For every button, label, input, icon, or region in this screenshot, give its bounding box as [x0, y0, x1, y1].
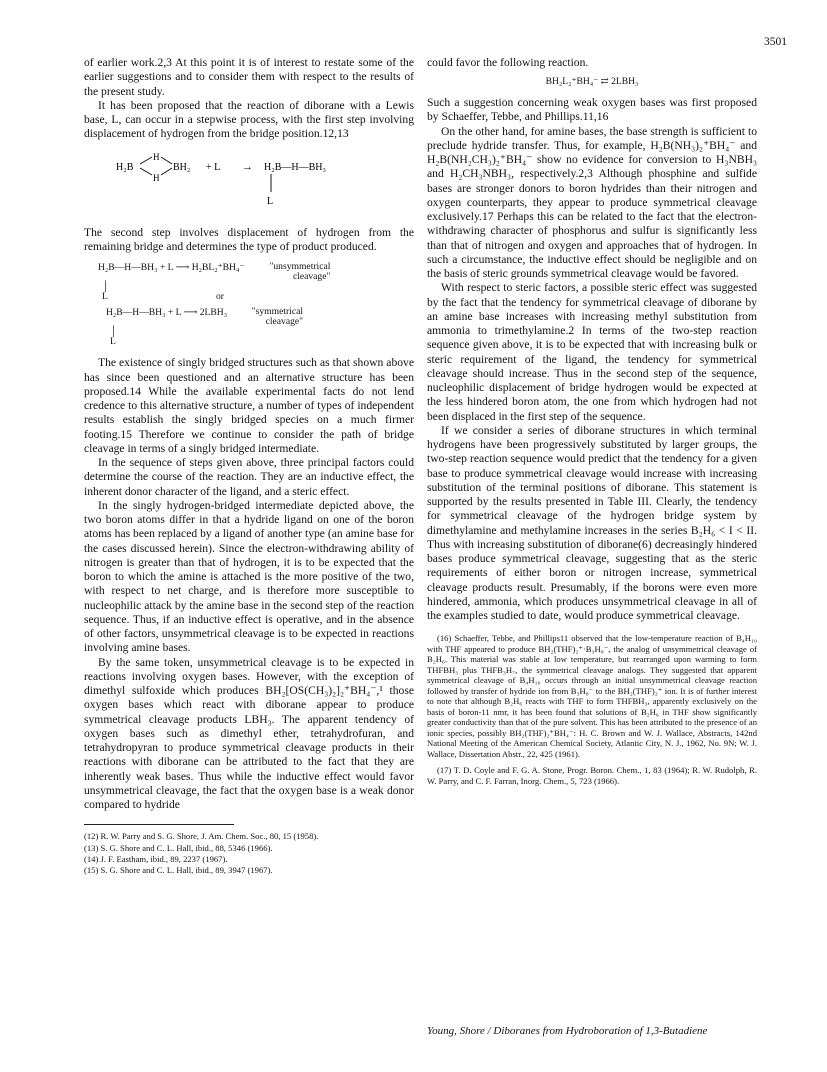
running-footer: Young, Shore / Diboranes from Hydroboration of 1,3-Butadiene: [427, 1025, 708, 1037]
footnote-17: (17) T. D. Coyle and F. G. A. Stone, Progr. Boron. Chem., 1, 83 (1964); R. W. Rudolph, R. W. Parry, and C. F. Farran, Inorg. Chem., 5, 723 (1966).: [427, 765, 757, 786]
reference-14: (14) J. F. Eastham, ibid., 89, 2237 (1967).: [84, 853, 228, 864]
reference-13: (13) S. G. Shore and C. L. Hall, ibid., 88, 5346 (1966).: [84, 842, 273, 853]
scheme-left-boron: H₂B: [116, 161, 134, 173]
footnote-divider: [84, 824, 234, 825]
scheme-plus-base: + L: [206, 161, 221, 173]
left-column: [84, 56, 414, 876]
paragraph: The second step involves displacement of hydrogen from the remaining bridge and determines the type of product produced.: [84, 225, 414, 253]
equation-text: H₂B—H—BH₃ + L ⟶ H₂BL₂⁺BH₄⁻: [98, 262, 245, 273]
paragraph: In the sequence of steps given above, three principal factors could determine the course of the reaction. They are an inductive effect, the inherent donor character of the ligand, and a steric effect.: [84, 456, 414, 498]
cleavage-scheme: [84, 262, 414, 346]
scheme-bridge-h-bottom: H: [153, 172, 160, 183]
paragraph: Such a suggestion concerning weak oxygen bases was first proposed by Schaeffer, Tebbe, and Phillips.11,16: [427, 96, 757, 124]
branch-l: │ L: [102, 281, 109, 302]
scheme-right-boron: BH₂: [173, 161, 191, 173]
scheme-base-l: L: [267, 195, 274, 207]
equilibrium-equation: BH₂L₂⁺BH₄⁻ ⇄ 2LBH₃: [545, 76, 639, 88]
equation-note: "unsymmetrical cleavage": [269, 261, 331, 283]
paragraph: In the singly hydrogen-bridged intermediate depicted above, the two boron atoms differ in that a hydride ligand on one of the boron atoms has been replaced by a ligand of another type (an amine base for the cases discussed herein). Since the electron-withdrawing ability of nitrogen is greater than that of hydrogen, it is to be expected that the boron to which the amine is attached is the more positive of the two, with respect to net charge, and is therefore more susceptible to nucleophilic attack by the amine base in the second step of the reaction sequence. Thus, if an inductive effect is operative, and in the absence of other factors, unsymmetrical cleavage is to be expected in reactions involving amine bases.: [84, 498, 414, 655]
diborane-bridge-scheme: [114, 152, 384, 214]
unsymmetrical-equation: [98, 262, 414, 282]
scheme-bridge-h-top: H: [153, 151, 160, 162]
paragraph: With respect to steric factors, a possible steric effect was suggested by the fact that the tendency for symmetrical cleavage of diborane by an amine base increases with increasing methyl substitution from ammonia to trimethylamine.2 In terms of the two-step reaction sequence given above, it is to be expected that with increasing bulk or steric requirement of the ligand, the tendency for symmetrical cleavage should increase. Thus in the second step of the sequence, nucleophilic displacement of bridge hydrogen would be expected at the less hindered boron atom, the one from which hydrogen had not been displaced in the first step of the sequence.: [427, 281, 757, 423]
or-label: or: [216, 291, 224, 303]
right-column: [427, 56, 757, 786]
equation-note: "symmetrical cleavage": [251, 306, 304, 328]
equation-text: H₂B—H—BH₃ + L ⟶ 2LBH₃: [106, 307, 228, 319]
footnote-16: (16) Schaeffer, Tebbe, and Phillips11 observed that the low-temperature reaction of B₄H₁₀ with THF appeared to produce BH₂(THF)₂⁺·B₃H₈⁻, the analog of unsymmetrical cleavage of B₂H₆. This material was stable at low temperature, but rearranged upon warming to form THFBH₃ plus THFB₃H₇, the symmetrical cleavage analogs. They suggested that apparent symmetrical cleavage of B₄H₁₀ occurs through an initial unsymmetrical cleavage reaction followed by transfer of hydride ion from B₃H₈⁻ to the BH₂(THF)₂⁺ ion. It is of further interest to note that although B₂H₆ reacts with THF to form THFBH₃, apparently exclusively on the basis of boron-11 nmr, it has been found that solutions of B₂H₆ in THF show significantly greater conductivity than that of the pure solvent. This has been attributed to the presence of an ionic species, possibly BH₂(THF)₂⁺BH₄⁻: H. C. Brown and W. J. Wallace, Abstracts, 142nd National Meeting of the American Chemical Society, Atlantic City, N. J., 1962, No. 9N; W. J. Wallace, Dissertation Abstr., 22, 425 (1961).: [427, 633, 757, 759]
symmetrical-equation: [106, 307, 414, 327]
branch-l: │ L: [110, 326, 117, 347]
reference-15: (15) S. G. Shore and C. L. Hall, ibid., 89, 3947 (1967).: [84, 864, 273, 875]
paragraph: could favor the following reaction.: [427, 56, 589, 69]
scheme-arrow: →: [242, 160, 253, 173]
page-number: 3501: [764, 36, 787, 48]
paragraph: of earlier work.2,3 At this point it is of interest to restate some of the earlier suggestions and to consider them with respect to the results of the present study.: [84, 56, 414, 98]
paragraph: On the other hand, for amine bases, the base strength is sufficient to preclude hydride transfer. Thus, for example, H₂B(NH₃)₂⁺BH₄⁻ and H₂B(NH₂CH₃)₂⁺BH₄⁻ show no evidence for conversion to H₃NBH₃ and H₂CH₃NBH₃, respectively.2,3 Although phosphine and sulfide bases are stronger donors to boron hydrides than their nitrogen and oxygen counterparts, they appear to produce symmetrical cleavage exclusively.17 Perhaps this can be related to the fact that the electron-withdrawing character of phosphorus and sulfur is significantly less than that of nitrogen and oxygen and approaches that of hydrogen. In such a circumstance, the inductive effect should be negligible and on the basis of steric grounds symmetrical cleavage would be favored.: [427, 124, 757, 281]
paragraph: By the same token, unsymmetrical cleavage is to be expected in reactions involving oxygen bases. However, with the exception of dimethyl sulfoxide which produces BH₂[OS(CH₃)₂]₂⁺BH₄⁻,¹ those oxygen bases which react with diborane appear to produce symmetrical cleavage products LBH₃. The apparent tendency of oxygen bases such as dimethyl ether, tetrahydrofuran, and tetrahydropyran to produce symmetrical cleavage products in their reactions with diborane can be attributed to the fact that they are inherently weak bases. Thus while the inductive effect would favor unsymmetrical cleavage, the fact that the oxygen base is a weak donor compared to hydride: [84, 655, 414, 812]
paragraph: The existence of singly bridged structures such as that shown above has since been questioned and an alternative structure has been proposed.14 While the available experimental facts do not lend credence to this alternative structure, a number of types of independent results establish the singly bridged species on a much firmer footing.15 Therefore we continue to consider the path of bridge cleavage in terms of a singly bridged intermediate.: [84, 356, 414, 455]
reference-12: (12) R. W. Parry and S. G. Shore, J. Am. Chem. Soc., 80, 15 (1958).: [84, 831, 319, 842]
paragraph: If we consider a series of diborane structures in which terminal hydrogens have been progressively substituted by larger groups, the two-step reaction sequence would predict that the tendency for a given base to produce symmetrical cleavage would increase with increasing substitution of the terminal positions of diborane. This statement is supported by the results presented in Table III. Clearly, the tendency for symmetrical cleavage of the hydrogen bridge system by dimethylamine and methylamine increases in the series B₂H₆ < I < II. Thus with increasing substitution of diborane(6) decreasingly hindered bases produce symmetrical cleavage, suggesting that as the steric requirements of either boron or nitrogen increase, symmetrical cleavage products result. Presumably, if the borons were even more hindered, ammonia, which produces unsymmetrical cleavage in all of the examples studied to date, would produce symmetrical cleavage.: [427, 423, 757, 623]
paragraph: It has been proposed that the reaction of diborane with a Lewis base, L, can occur in a stepwise process, with the first step involving displacement of hydrogen from the bridge position.12,13: [84, 98, 414, 141]
scheme-product: H₂B—H—BH₃: [264, 161, 326, 173]
